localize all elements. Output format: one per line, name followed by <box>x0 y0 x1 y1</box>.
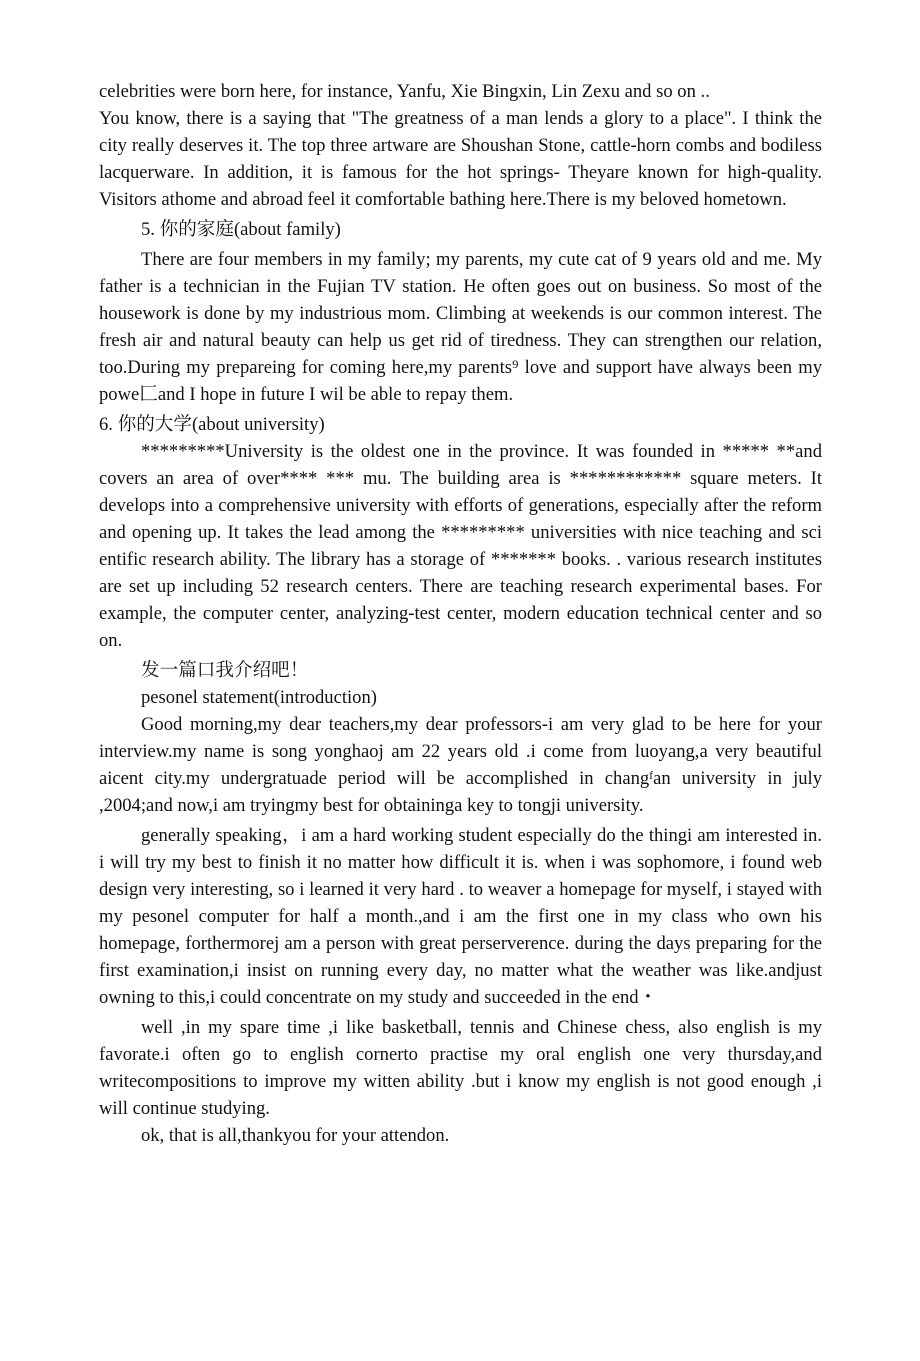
heading-about-university: 6. 你的大学(about university) <box>99 414 325 435</box>
paragraph-hard-working: generally speaking，i am a hard working student especially do the thingi am interested in. i will try my best to finish it no matter how difficult it is. when i was sophomore, i found web design very interesting, so i learned it very hard . to weaver a homepage for myself, i stayed with my pesonel computer for half a month.,and i am the first one in my class who own his homepage, forthermorej am a person with great perserverence. during the days preparing for the first examination,i insist on running every day, no matter what the weather was like.andjust owning to this,i could concentrate on my study and succeeded in the end・ <box>99 825 822 1008</box>
document-page <box>99 78 822 1149</box>
paragraph-university: *********University is the oldest one in the province. It was founded in ***** **and covers an area of over**** *** mu. The building area is ************ square meters. It develops into a comprehensive university with efforts of generations, especially after the reform and opening up. It takes the lead among the ********* universities with nice teaching and sci entific research ability. The library has a storage of ******* books. . various research institutes are set up including 52 research centers. There are teaching research experimental bases. For example, the computer center, analyzing-test center, modern education technical center and so on. <box>99 441 822 651</box>
heading-about-family: 5. 你的家庭(about family) <box>141 219 341 240</box>
heading-self-introduction: 发一篇口我介绍吧！ <box>141 660 309 681</box>
paragraph-greeting: Good morning,my dear teachers,my dear professors-i am very glad to be here for your interview.my name is song yonghaoj am 22 years old .i come from luoyang,a very beautiful aicent city.my undergratuade period will be accomplished in changᶠan university in july ,2004;and now,i am tryingmy best for obtaininga key to tongji university. <box>99 714 822 816</box>
heading-personal-statement: pesonel statement(introduction) <box>141 687 377 708</box>
paragraph-family: There are four members in my family; my parents, my cute cat of 9 years old and me. My father is a technician in the Fujian TV station. He often goes out on business. So most of the housework is done by my industrious mom. Climbing at weekends is our common interest. The fresh air and natural beauty can help us get rid of tiredness. They can strengthen our relation, too.During my prepareing for coming here,my parents⁹ love and support have always been my powe匚and I hope in future I wil be able to repay them. <box>99 249 822 405</box>
paragraph-hometown: You know, there is a saying that "The greatness of a man lends a glory to a place". I think the city really deserves it. The top three artware are Shoushan Stone, cattle-horn combs and bodiless lacquerware. In addition, it is famous for the hot springs- Theyare known for high-quality. Visitors athome and abroad feel it comfortable bathing here.There is my beloved hometown. <box>99 108 822 210</box>
paragraph-celebrities: celebrities were born here, for instance, Yanfu, Xie Bingxin, Lin Zexu and so on .. <box>99 81 710 102</box>
paragraph-hobbies: well ,in my spare time ,i like basketball, tennis and Chinese chess, also english is my favorate.i often go to english cornerto practise my oral english one very thursday,and writecompositions to improve my witten ability .but i know my english is not good enough ,i will continue studying. <box>99 1017 822 1119</box>
paragraph-closing: ok, that is all,thankyou for your attendon. <box>141 1125 450 1146</box>
